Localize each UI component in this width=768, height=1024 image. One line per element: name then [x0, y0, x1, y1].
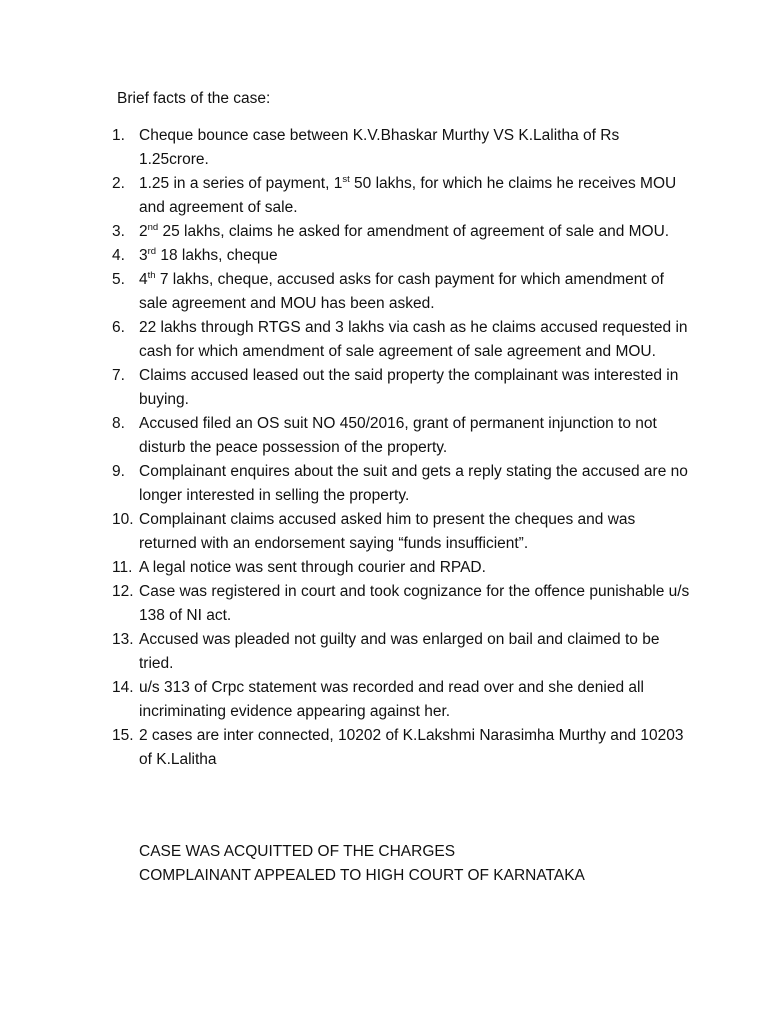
fact-text: [139, 580, 692, 628]
fact-text: [139, 316, 692, 364]
fact-text-run: 4: [139, 271, 148, 288]
fact-item: [112, 220, 692, 244]
fact-text: [139, 124, 692, 172]
fact-item: [112, 508, 692, 556]
fact-text-run: A legal notice was sent through courier and RPAD.: [139, 559, 486, 576]
fact-item: [112, 124, 692, 172]
ordinal-superscript: nd: [147, 222, 159, 233]
verdict-line-acquitted: CASE WAS ACQUITTED OF THE CHARGES: [139, 843, 456, 860]
verdict-block: [139, 840, 585, 888]
fact-number: 10.: [112, 511, 134, 528]
ordinal-superscript: th: [147, 270, 156, 281]
fact-text-run: Claims accused leased out the said property the complainant was interested in buying.: [139, 367, 679, 408]
fact-item: [112, 460, 692, 508]
fact-text-run: Complainant claims accused asked him to present the cheques and was returned with an endorsement saying “funds insufficient”.: [139, 511, 636, 552]
fact-text: [139, 508, 692, 556]
fact-text: [139, 628, 692, 676]
fact-item: [112, 364, 692, 412]
fact-number: 4.: [112, 247, 125, 264]
ordinal-superscript: rd: [147, 246, 157, 257]
fact-item: [112, 244, 692, 268]
fact-number: 11.: [112, 559, 133, 576]
ordinal-superscript: st: [342, 174, 350, 185]
fact-item: [112, 316, 692, 364]
fact-text-run: Cheque bounce case between K.V.Bhaskar Murthy VS K.Lalitha of Rs 1.25crore.: [139, 127, 620, 168]
fact-text: [139, 676, 692, 724]
fact-number: 2.: [112, 175, 125, 192]
fact-text-run: 50 lakhs, for which he claims he receives MOU and agreement of sale.: [139, 175, 677, 216]
fact-item: [112, 628, 692, 676]
fact-text-run: 2 cases are inter connected, 10202 of K.Lakshmi Narasimha Murthy and 10203 of K.Lalitha: [139, 727, 684, 768]
fact-item: [112, 676, 692, 724]
fact-text-run: 1.25 in a series of payment, 1: [139, 175, 343, 192]
fact-text: [139, 460, 692, 508]
fact-text: [139, 556, 692, 580]
fact-item: [112, 412, 692, 460]
fact-number: 3.: [112, 223, 125, 240]
fact-text-run: Case was registered in court and took cognizance for the offence punishable u/s 138 of NI act.: [139, 583, 690, 624]
fact-item: [112, 556, 692, 580]
fact-item: [112, 268, 692, 316]
fact-text-run: 7 lakhs, cheque, accused asks for cash payment for which amendment of sale agreement and MOU has been asked.: [139, 271, 664, 312]
fact-item: [112, 580, 692, 628]
fact-text-run: u/s 313 of Crpc statement was recorded and read over and she denied all incriminating evidence appearing against her.: [139, 679, 644, 720]
fact-text-run: 3: [139, 247, 148, 264]
fact-number: 15.: [112, 727, 134, 744]
fact-text: [139, 412, 692, 460]
fact-text-run: 22 lakhs through RTGS and 3 lakhs via cash as he claims accused requested in cash for which amendment of sale agreement of sale agreement and MOU.: [139, 319, 688, 360]
fact-item: [112, 724, 692, 772]
fact-number: 7.: [112, 367, 125, 384]
fact-number: 9.: [112, 463, 125, 480]
fact-number: 5.: [112, 271, 125, 288]
facts-list: [112, 124, 692, 772]
fact-text-run: 25 lakhs, claims he asked for amendment of agreement of sale and MOU.: [158, 223, 670, 240]
fact-number: 8.: [112, 415, 125, 432]
fact-number: 13.: [112, 631, 134, 648]
document-heading: Brief facts of the case:: [117, 90, 271, 107]
fact-number: 14.: [112, 679, 134, 696]
fact-text-run: Complainant enquires about the suit and gets a reply stating the accused are no longer interested in selling the property.: [139, 463, 688, 504]
fact-number: 6.: [112, 319, 125, 336]
fact-number: 12.: [112, 583, 134, 600]
fact-text: [139, 244, 692, 268]
fact-number: 1.: [112, 127, 125, 144]
verdict-line-appeal: COMPLAINANT APPEALED TO HIGH COURT OF KARNATAKA: [139, 867, 585, 884]
fact-text-run: Accused was pleaded not guilty and was enlarged on bail and claimed to be tried.: [139, 631, 660, 672]
fact-text: [139, 724, 692, 772]
fact-item: [112, 172, 692, 220]
fact-text: [139, 364, 692, 412]
fact-text-run: Accused filed an OS suit NO 450/2016, grant of permanent injunction to not disturb the peace possession of the property.: [139, 415, 657, 456]
fact-text-run: 2: [139, 223, 148, 240]
fact-text: [139, 268, 692, 316]
fact-text: [139, 220, 692, 244]
fact-text-run: 18 lakhs, cheque: [156, 247, 278, 264]
fact-text: [139, 172, 692, 220]
